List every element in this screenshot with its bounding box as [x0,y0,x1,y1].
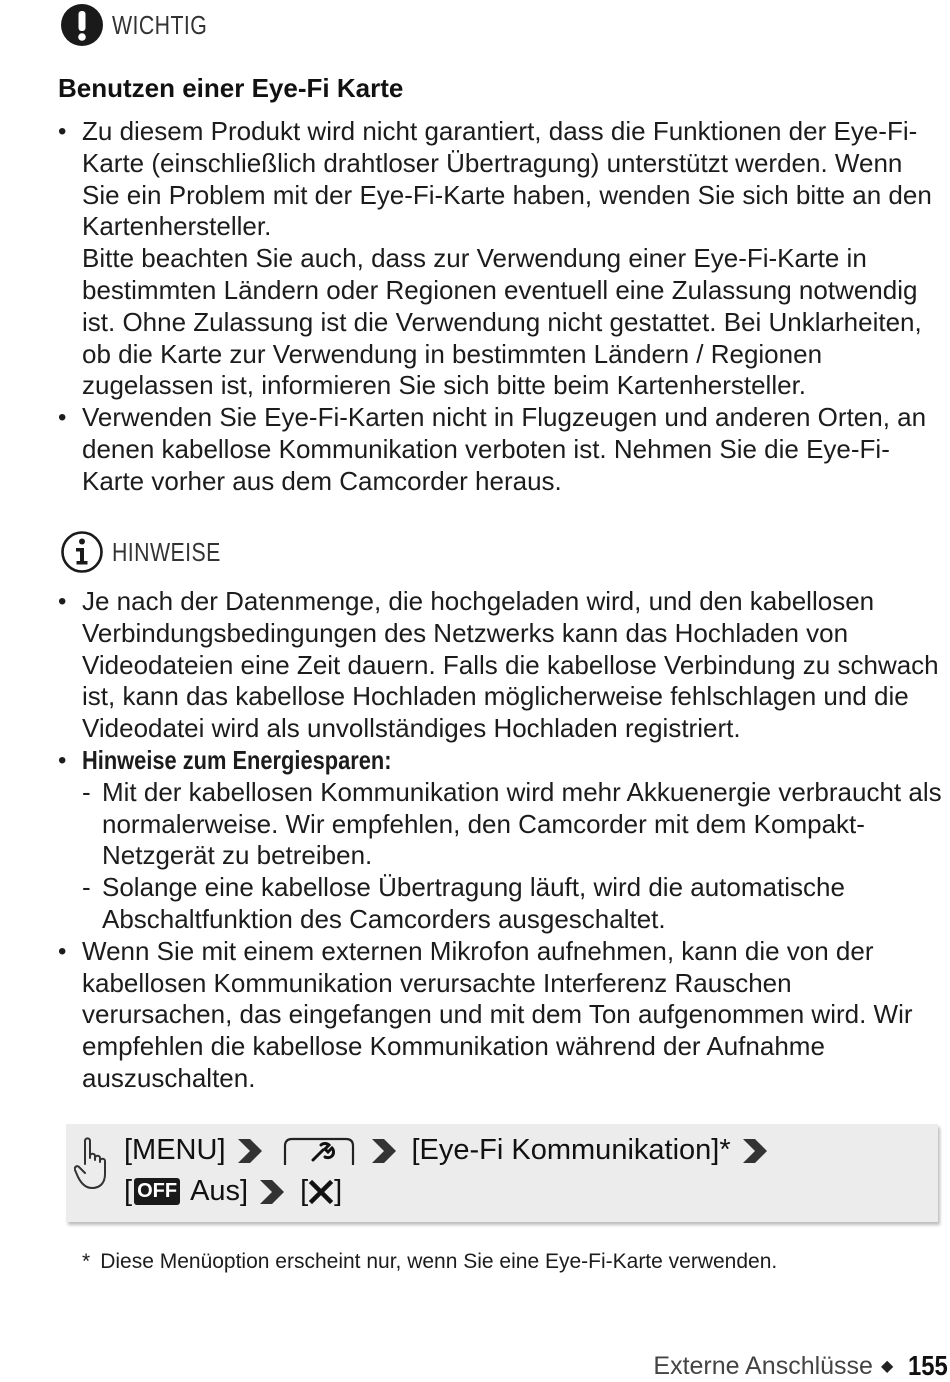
off-badge: OFF [134,1178,180,1205]
diamond-separator: ◆ [880,1358,894,1375]
paragraph: Zu diesem Produkt wird nicht garantiert, dass die Funktionen der Eye-Fi-Karte (einschließlich drahtloser Übertragung) unterstützt werden. Wenn Sie ein Problem mit der Eye-Fi-Karte haben, wenden Sie sich bitte an den Kartenhersteller. [82,116,932,242]
paragraph: Bitte beachten Sie auch, dass zur Verwendung einer Eye-Fi-Karte in bestimmten Ländern oder Regionen eventuell eine Zulassung notwendig ist. Ohne Zulassung ist die Verwendung nicht gestattet. Bei Unklarheiten, ob die Karte zur Verwendung in bestimmten Ländern / Regionen zugelassen ist, informieren Sie sich bitte beim Kartenhersteller. [82,243,922,401]
eyefi-communication-label: [Eye-Fi Kommunikation]* [411,1134,731,1166]
double-chevron-icon [236,1137,268,1165]
page-footer [653,1350,948,1382]
exclamation-icon [60,3,104,47]
important-heading-text: WICHTIG [112,9,208,40]
list-item [58,936,943,1095]
paragraph: Wenn Sie mit einem externen Mikrofon aufnehmen, kann die von der kabellosen Kommunikation verursachte Interferenz Rauschen verursachen, das eingefangen und mit dem Ton aufgenommen wird. Wir empfehlen die kabellose Kommunikation während der Aufnahme auszuschalten. [82,935,913,1093]
open-bracket: [ [124,1175,133,1207]
menu-path-line-2 [124,1175,342,1208]
menu-label: [MENU] [124,1134,226,1166]
touch-hand-icon [74,1134,110,1192]
page-number: 155 [908,1350,948,1381]
footnote-marker: * [82,1250,91,1273]
close-icon [308,1179,334,1205]
list-item [58,586,943,745]
bullet: • [58,118,67,145]
list-item [58,745,943,936]
section-name: Externe Anschlüsse [653,1351,873,1380]
info-icon [60,530,104,574]
dash-marker: - [82,776,91,807]
wrench-tab-icon [282,1136,356,1166]
notes-list [58,586,943,1095]
double-chevron-icon [741,1137,773,1165]
aus-label: Aus] [190,1175,249,1207]
paragraph: Mit der kabellosen Kommunikation wird mehr Akkuenergie verbraucht als normalerweise. Wir empfehlen, den Camcorder mit dem Kompakt-Netzgerät zu betreiben. [102,776,942,871]
notes-heading [60,530,245,574]
menu-path-line-1 [124,1134,783,1167]
bullet: • [58,937,67,965]
paragraph: Verwenden Sie Eye-Fi-Karten nicht in Flugzeugen und anderen Orten, an denen kabellose Kommunikation verboten ist. Nehmen Sie die Eye-Fi-Karte vorher aus dem Camcorder heraus. [82,402,927,496]
sub-list-item [82,777,943,872]
list-item [58,116,943,402]
bullet: • [58,404,67,432]
important-heading [60,3,228,47]
notes-heading-text: HINWEISE [112,536,221,567]
eyefi-subheading: Benutzen einer Eye-Fi Karte [58,73,404,103]
bullet: • [58,588,67,615]
sub-list-item [82,872,943,936]
energy-saving-title: Hinweise zum Energiesparen: [82,744,392,775]
important-list [58,116,943,498]
paragraph: Solange eine kabellose Übertragung läuft, wird die automatische Abschaltfunktion des Camcorders ausgeschaltet. [102,872,845,934]
close-open-bracket: [ [300,1175,309,1207]
footnote [82,1250,777,1274]
footnote-text: Diese Menüoption erscheint nur, wenn Sie eine Eye-Fi-Karte verwenden. [100,1250,778,1273]
menu-path-box [66,1124,938,1222]
close-close-bracket: ] [334,1175,343,1207]
dash-marker: - [82,872,91,903]
double-chevron-icon [370,1137,402,1165]
paragraph: Je nach der Datenmenge, die hochgeladen wird, und den kabellosen Verbindungsbedingungen des Netzwerks kann das Hochladen von Videodateien eine Zeit dauern. Falls die kabellose Verbindung zu schwach ist, kann das kabellose Hochladen möglicherweise fehlschlagen und die Videodatei wird als unvollständiges Hochladen registriert. [82,586,939,744]
bullet: • [58,746,67,774]
double-chevron-icon [258,1178,290,1206]
list-item [58,402,943,497]
